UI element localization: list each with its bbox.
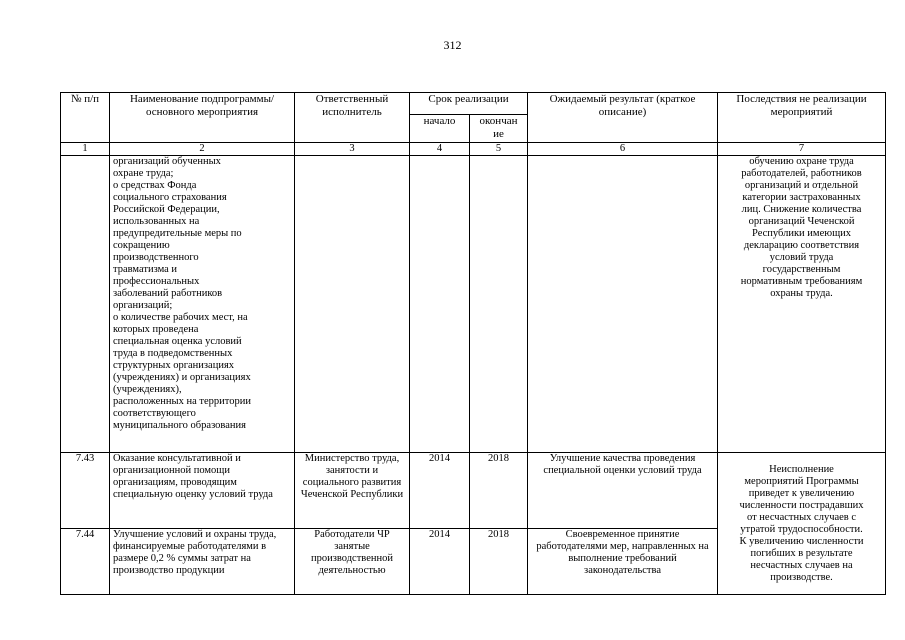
index-cell: 3	[295, 143, 410, 156]
index-cell: 1	[61, 143, 110, 156]
header-responsible: Ответственный исполнитель	[295, 93, 410, 143]
index-cell: 5	[470, 143, 528, 156]
header-row-1	[61, 93, 886, 115]
cell-start: 2014	[410, 453, 470, 529]
cell-expected: Улучшение качества проведения специальной оценки условий труда	[528, 453, 718, 529]
cell-num	[61, 156, 110, 453]
header-start: начало	[410, 115, 470, 143]
header-consequences: Последствия не реализации мероприятий	[718, 93, 886, 143]
cell-expected	[528, 156, 718, 453]
cell-responsible: Работодатели ЧР занятые производственной деятельностью	[295, 529, 410, 595]
cell-consequences-merged: Неисполнение мероприятий Программы приведет к увеличению численности пострадавших от несчастных случаев с утратой трудоспособности. К увеличению численности погибших в результате несчастных случаев на производстве.	[718, 453, 886, 595]
header-end: окончан ие	[470, 115, 528, 143]
table-row	[61, 453, 886, 529]
cell-consequences: обучению охране труда работодателей, работников организаций и отдельной категории застрахованных лиц. Снижение количества организаций Чеченской Республики имеющих декларацию соответствия условий труда государственным нормативным требованиям охраны труда.	[718, 156, 886, 453]
cell-end: 2018	[470, 529, 528, 595]
page-number: 312	[443, 38, 462, 52]
index-cell: 2	[110, 143, 295, 156]
index-row	[61, 143, 886, 156]
table-row-continuation	[61, 156, 886, 453]
cell-end	[470, 156, 528, 453]
cell-start	[410, 156, 470, 453]
index-cell: 4	[410, 143, 470, 156]
cell-expected: Своевременное принятие работодателями мер, направленных на выполнение требований законодательства	[528, 529, 718, 595]
header-num: № п/п	[61, 93, 110, 143]
measures-table	[60, 92, 886, 595]
header-expected: Ожидаемый результат (краткое описание)	[528, 93, 718, 143]
index-cell: 7	[718, 143, 886, 156]
cell-name: организаций обученных охране труда; о средствах Фонда социального страхования Российской Федерации, использованных на предупредительные меры по сокращению производственного травматизма и профессиональных заболеваний работников организаций; о количестве рабочих мест, на которых проведена специальная оценка условий труда в подведомственных структурных организациях (учреждениях) и организациях (учреждениях), расположенных на территории соответствующего муниципального образования	[110, 156, 295, 453]
cell-responsible: Министерство труда, занятости и социального развития Чеченской Республики	[295, 453, 410, 529]
cell-responsible	[295, 156, 410, 453]
header-name: Наименование подпрограммы/ основного мероприятия	[110, 93, 295, 143]
cell-name: Улучшение условий и охраны труда, финансируемые работодателями в размере 0,2 % суммы затрат на производство продукции	[110, 529, 295, 595]
cell-num: 7.43	[61, 453, 110, 529]
cell-num: 7.44	[61, 529, 110, 595]
cell-start: 2014	[410, 529, 470, 595]
index-cell: 6	[528, 143, 718, 156]
cell-end: 2018	[470, 453, 528, 529]
header-term: Срок реализации	[410, 93, 528, 115]
cell-name: Оказание консультативной и организационной помощи организациям, проводящим специальную оценку условий труда	[110, 453, 295, 529]
